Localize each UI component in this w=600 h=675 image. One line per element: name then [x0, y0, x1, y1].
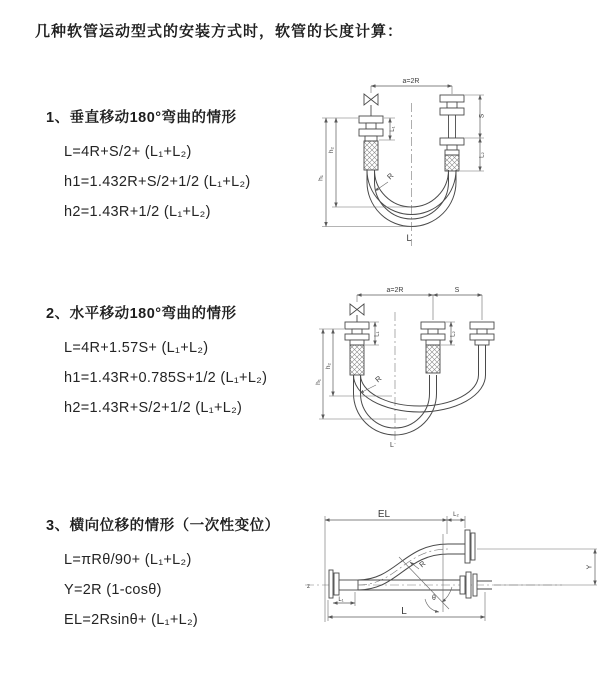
formula-l: L=4R+S/2+ (L₁+L₂)	[64, 144, 192, 160]
radius-leader	[375, 171, 396, 191]
section-2-heading: 2、水平移动180°弯曲的情形	[46, 306, 237, 322]
shift-label: S	[454, 287, 460, 294]
middle-pipe-fitting	[421, 322, 445, 373]
section-vertical-bend	[46, 106, 251, 227]
l1-label: L₁	[390, 126, 396, 132]
diagram-lateral-displacement	[300, 504, 600, 662]
formula-y: Y=2R (1-cosθ)	[64, 582, 162, 598]
l1-label: L₁	[338, 597, 344, 603]
pitch-label: a=2R	[386, 287, 404, 294]
section-3-heading: 3、横向位移的情形（一次性变位）	[46, 518, 280, 534]
formula-h2: h2=1.43R+1/2 (L₁+L₂)	[64, 204, 211, 220]
h1-label: h₁	[317, 175, 325, 181]
formula-el: EL=2Rsinθ+ (L₁+L₂)	[64, 612, 199, 628]
formula-h1: h1=1.43R+0.785S+1/2 (L₁+L₂)	[64, 370, 268, 386]
radius-label: R	[385, 171, 396, 182]
y-label: Y	[586, 564, 594, 570]
valve-icon	[350, 304, 364, 322]
section-1-heading: 1、垂直移动180°弯曲的情形	[46, 110, 237, 126]
dimension-l	[328, 592, 485, 621]
dimension-shift-s	[433, 287, 482, 295]
s-label: S	[478, 113, 486, 119]
radius-leader	[360, 374, 384, 393]
left-pipe-fitting	[359, 116, 383, 170]
left-flange-fitting	[329, 570, 358, 598]
formula-l: L=πRθ/90+ (L₁+L₂)	[64, 552, 192, 568]
formula-l: L=4R+1.57S+ (L₁+L₂)	[64, 340, 209, 356]
dimension-l2	[447, 512, 465, 528]
pitch-label: a=2R	[402, 78, 420, 85]
l2-label: L₂	[450, 331, 457, 337]
el-label: EL	[377, 509, 391, 520]
dimension-pitch	[371, 78, 452, 94]
radius-leader	[410, 559, 428, 570]
radius-label: R	[417, 558, 428, 570]
theta-label: θ	[432, 595, 436, 602]
length-label: L	[390, 442, 394, 449]
h1-label: h₁	[315, 379, 322, 385]
left-pipe-fitting	[345, 322, 369, 375]
formula-h1: h1=1.432R+S/2+1/2 (L₁+L₂)	[64, 174, 251, 190]
right-pipe-fitting	[440, 95, 464, 171]
formula-h2: h2=1.43R+S/2+1/2 (L₁+L₂)	[64, 400, 243, 416]
length-label: L	[406, 233, 412, 243]
diagram-vertical-180-bend	[312, 70, 594, 262]
geometry-construction	[399, 534, 449, 612]
diagram-horizontal-180-bend	[312, 282, 599, 459]
dimension-el	[325, 509, 447, 622]
l2-label: L₂	[453, 512, 459, 518]
length-label: L	[401, 606, 407, 617]
dimension-pitch	[357, 287, 482, 320]
l1-label: L₁	[374, 331, 381, 337]
hose-displaced-position	[358, 544, 448, 590]
h2-label: h₂	[328, 146, 335, 154]
centerline-mark: z	[307, 584, 310, 590]
l2-label: L₂	[479, 152, 486, 158]
upper-right-flange-fitting	[448, 530, 475, 563]
radius-label: R	[373, 373, 384, 385]
valve-icon	[364, 94, 378, 116]
section-lateral-displacement	[46, 514, 280, 635]
h2-label: h₂	[325, 362, 332, 370]
dimension-y	[477, 549, 597, 585]
right-pipe-fitting	[470, 322, 494, 345]
dimension-s	[465, 95, 486, 138]
hose-u-bend-positions	[354, 345, 486, 435]
section-horizontal-bend	[46, 302, 267, 423]
page-title: 几种软管运动型式的安装方式时，软管的长度计算：	[35, 23, 404, 40]
